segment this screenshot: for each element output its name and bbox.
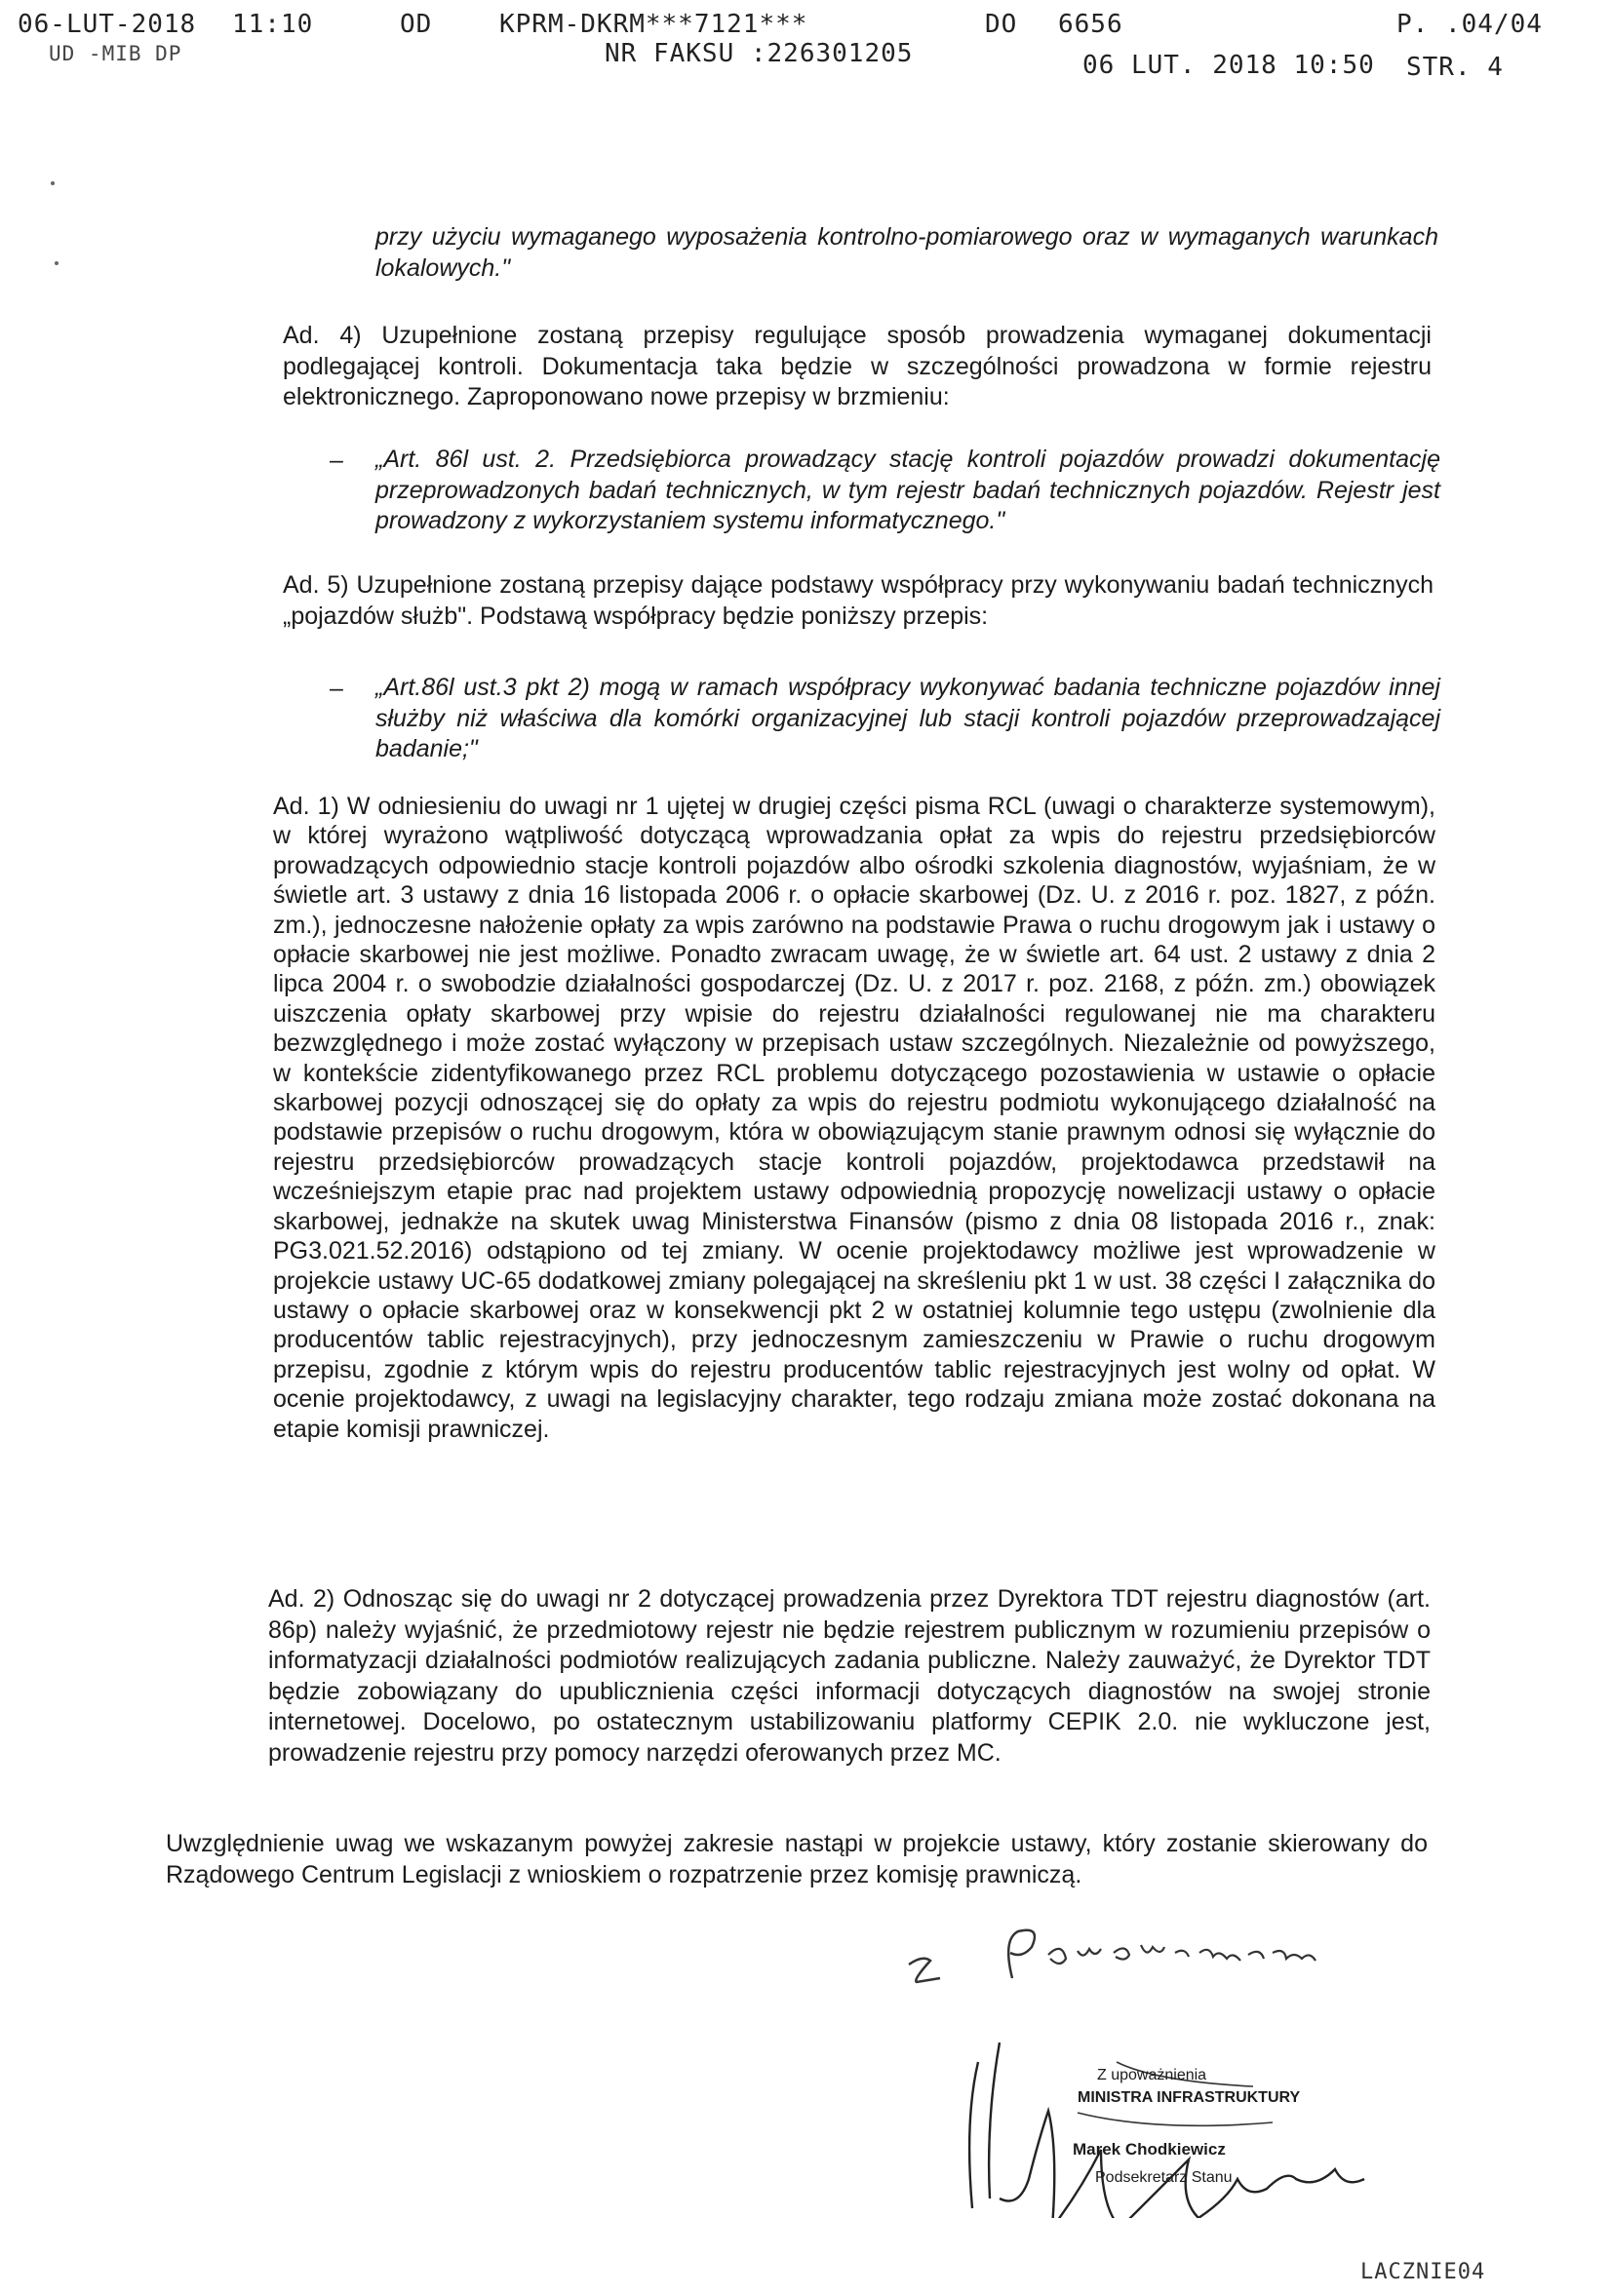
fax-sender-office: UD -MIB DP xyxy=(49,42,182,65)
handwritten-greeting xyxy=(878,1916,1443,1994)
stamp-title: Podsekretarz Stanu xyxy=(1095,2169,1233,2186)
greeting-handwriting xyxy=(878,1916,1443,1994)
fax-number: 6656 xyxy=(1058,10,1123,39)
list-dash: – xyxy=(330,675,343,702)
fax-do: DO xyxy=(985,10,1018,39)
fax-sender: KPRM-DKRM***7121*** xyxy=(499,10,808,39)
scan-speck xyxy=(55,261,59,265)
continued-quote: przy użyciu wymaganego wyposażenia kontrolno-pomiarowego oraz w wymaganych warunkach lokalowych." xyxy=(375,223,1438,282)
ad4-quoted-provision: „Art. 86l ust. 2. Przedsiębiorca prowadzący stację kontroli pojazdów prowadzi dokumentację przeprowadzonych badań technicznych, w tym rejestr badań technicznych pojazdów. Rejestr jest prowadzony z wykorzystaniem systemu informatycznego." xyxy=(375,446,1440,534)
stamp-ministry: MINISTRA INFRASTRUKTURY xyxy=(1078,2089,1301,2106)
ad2-paragraph: Ad. 2) Odnosząc się do uwagi nr 2 dotyczącej prowadzenia przez Dyrektora TDT rejestru diagnostów (art. 86p) należy wyjaśnić, że przedmiotowy rejestr nie będzie rejestrem publicznym w rozumieniu przepisów o informatyzacji działalności podmiotów realizujących zadania publiczne. Należy zauważyć, że Dyrektor TDT będzie zobowiązany do upublicznienia części informacji dotyczących diagnostów na swojej stronie internetowej. Docelowo, po ostatecznym ustabilizowaniu platformy CEPIK 2.0. nie wykluczone jest, prowadzenie rejestru przy pomocy narzędzi oferowanych przez MC. xyxy=(268,1585,1431,1767)
scan-speck xyxy=(51,181,55,185)
fax-od: OD xyxy=(400,10,433,39)
stamp-name: Marek Chodkiewicz xyxy=(1073,2140,1226,2159)
stamp-authorization: Z upoważnienia xyxy=(1097,2067,1207,2083)
ad4-paragraph: Ad. 4) Uzupełnione zostaną przepisy regulujące sposób prowadzenia wymaganej dokumentacji podlegającej kontroli. Dokumentacja taka będzie w szczególności prowadzona w formie rejestru elektronicznego. Zaproponowano nowe przepisy w brzmieniu: xyxy=(283,322,1432,410)
fax-page-number: STR. 4 xyxy=(1406,53,1504,82)
fax-date: 06-LUT-2018 xyxy=(18,10,197,39)
fax-page-of: P. .04/04 xyxy=(1396,10,1543,39)
closing-paragraph: Uwzględnienie uwag we wskazanym powyżej zakresie nastąpi w projekcie ustawy, który zostanie skierowany do Rządowego Centrum Legislacji z wnioskiem o rozpatrzenie przez komisję prawniczą. xyxy=(166,1830,1428,1888)
fax-time: 11:10 xyxy=(232,10,314,39)
ad1-paragraph: Ad. 1) W odniesieniu do uwagi nr 1 ujętej w drugiej części pisma RCL (uwagi o charakterze systemowym), w której wyrażono wątpliwość dotyczącą wprowadzania opłat za wpis do rejestru przedsiębiorców prowadzących odpowiednio stacje kontroli pojazdów albo ośrodki szkolenia diagnostów, wyjaśniam, że w świetle art. 3 ustawy z dnia 16 listopada 2006 r. o opłacie skarbowej (Dz. U. z 2016 r. poz. 1827, z późn. zm.), jednoczesne nałożenie opłaty za wpis zarówno na podstawie Prawa o ruchu drogowym jak i ustawy o opłacie skarbowej nie jest możliwe. Ponadto zwracam uwagę, że w świetle art. 64 ust. 2 ustawy z dnia 2 lipca 2004 r. o swobodzie działalności gospodarczej (Dz. U. z 2017 r. poz. 2168, z późn. zm.) obowiązek uiszczenia opłaty skarbowej przy wpisie do rejestru działalności regulowanej nie ma charakteru bezwzględnego i może zostać wyłączony w przepisach ustaw szczególnych. Niezależnie od powyższego, w kontekście zidentyfikowanego przez RCL problemu dotyczącego pozostawienia w ustawie o opłacie skarbowej pozycji odnoszącej się do opłaty za wpis do rejestru podmiotu wykonującego działalność na podstawie przepisów o ruchu drogowym, która w obowiązującym stanie prawnym odnosi się wyłącznie do rejestru przedsiębiorców prowadzących stacje kontroli pojazdów, projektodawca przedstawił na wcześniejszym etapie prac nad projektem ustawy odpowiednią propozycję nowelizacji ustawy o opłacie skarbowej, jednakże na skutek uwag Ministerstwa Finansów (pismo z dnia 08 listopada 2016 r., znak: PG3.021.52.2016) odstąpiono od tej zmiany. W ocenie projektodawcy możliwe jest wprowadzenie w projekcie ustawy UC-65 dodatkowej zmiany polegającej na skreśleniu pkt 1 w ust. 38 części I załącznika do ustawy o opłacie skarbowej oraz w konsekwencji pkt 2 w ostatniej kolumnie tego ustępu (zwolnienie dla producentów tablic rejestracyjnych), przy jednoczesnym zamieszczeniu w Prawie o ruchu drogowym przepisu, zgodnie z którym wpis do rejestru producentów tablic rejestracyjnych jest wolny od opłat. W ocenie projektodawcy, z uwagi na legislacyjny charakter, tego rodzaju zmiana może zostać dokonana na etapie komisji prawniczej. xyxy=(273,793,1435,1443)
fax-received-date: 06 LUT. 2018 10:50 xyxy=(1082,51,1375,80)
signature-block xyxy=(961,2023,1409,2218)
handwritten-signature xyxy=(961,2023,1409,2218)
fax-footer-stamp: LACZNIE04 xyxy=(1360,2260,1486,2284)
fax-number-line: NR FAKSU :226301205 xyxy=(605,39,914,68)
ad5-quoted-provision: „Art.86l ust.3 pkt 2) mogą w ramach współpracy wykonywać badania techniczne pojazdów innej służby niż właściwa dla komórki organizacyjnej lub stacji kontroli pojazdów przeprowadzającej badanie;" xyxy=(375,674,1440,762)
ad5-paragraph: Ad. 5) Uzupełnione zostaną przepisy dające podstawy współpracy przy wykonywaniu badań technicznych „pojazdów służb". Podstawą współpracy będzie poniższy przepis: xyxy=(283,571,1434,630)
list-dash: – xyxy=(330,447,343,474)
